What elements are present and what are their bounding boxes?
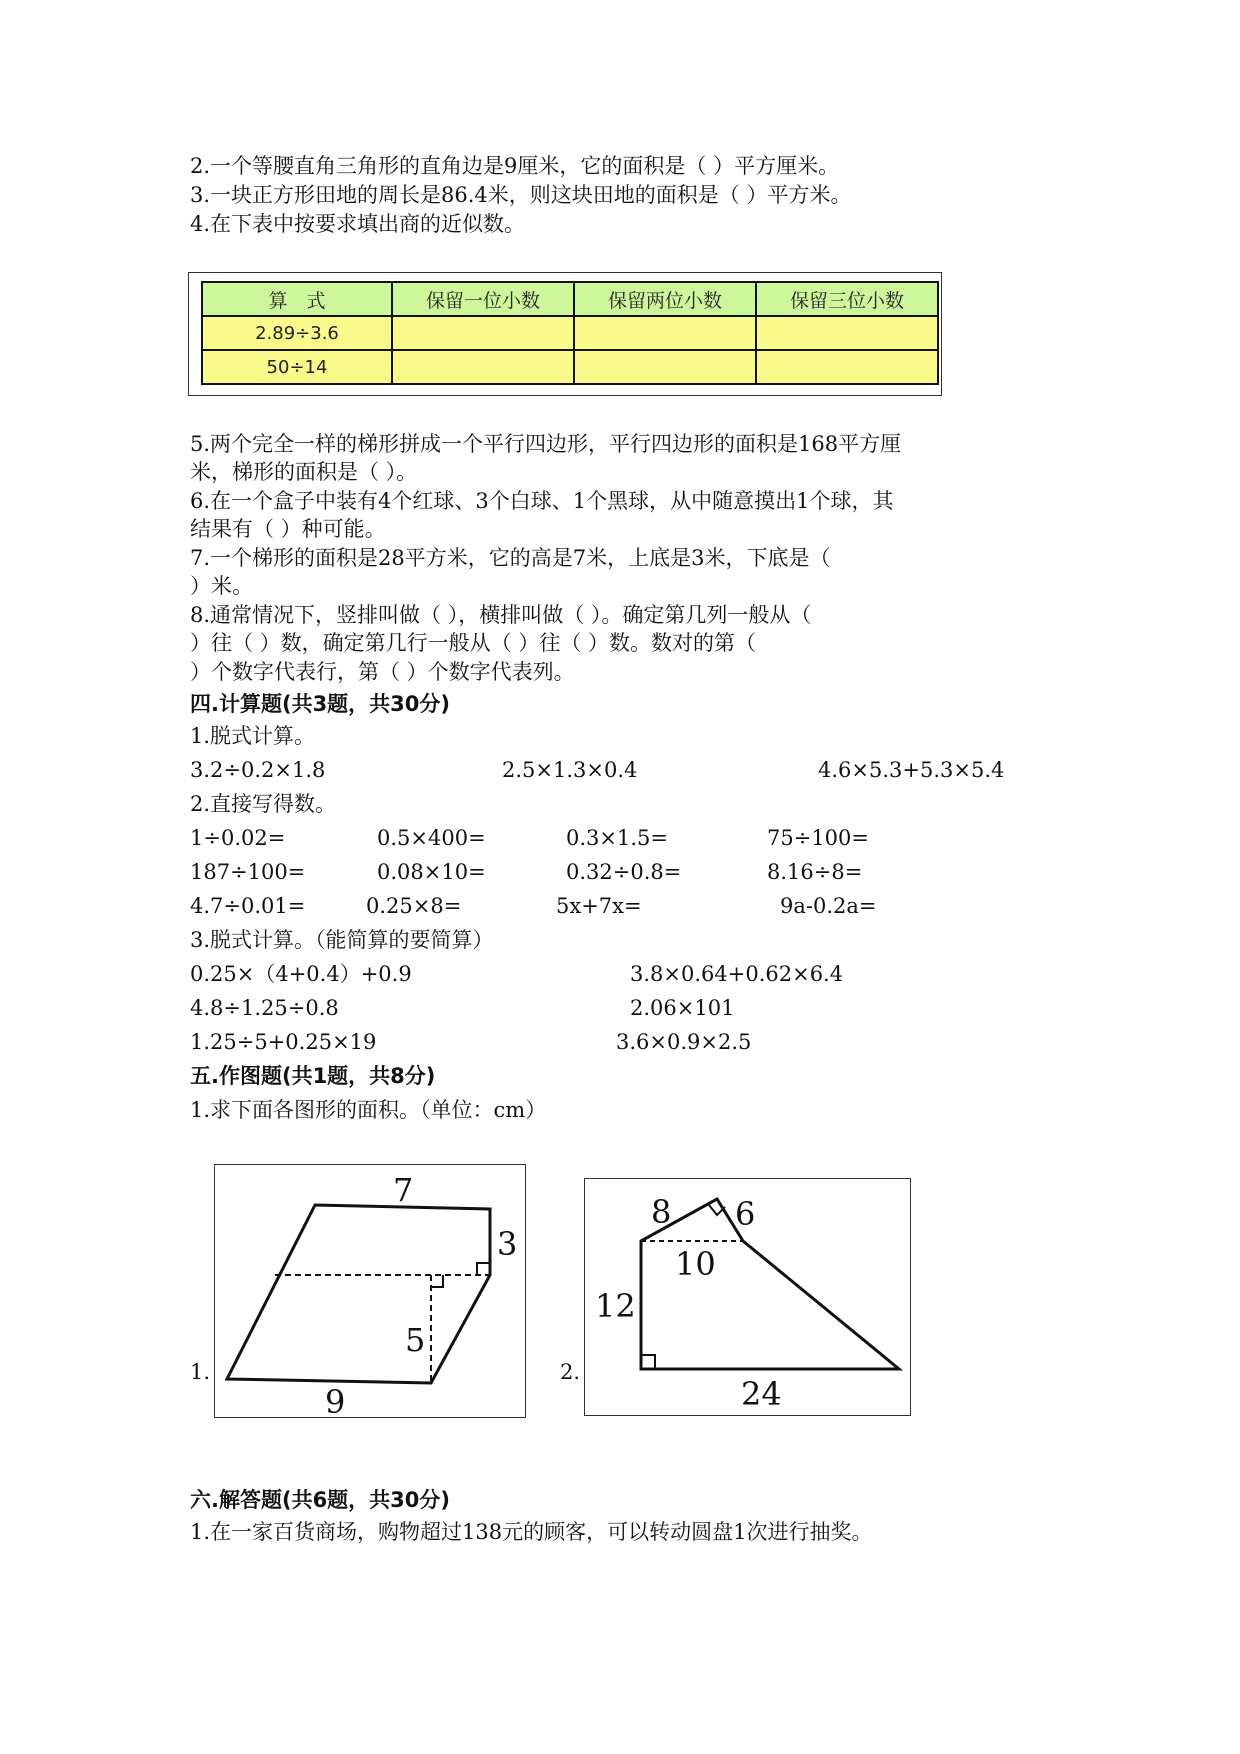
- table-cell: 2.89÷3.6: [202, 316, 392, 350]
- calc-2-title: 2.直接写得数。: [190, 792, 337, 816]
- table-header-cell: 保留三位小数: [756, 282, 938, 316]
- calc-item: 2.5×1.3×0.4: [502, 758, 638, 782]
- label-6: 6: [735, 1195, 756, 1233]
- right-angle-mark: [431, 1275, 443, 1287]
- question-8-line-2: ）往（ ）数，确定第几行一般从（ ）往（ ）数。数对的第（: [190, 631, 757, 655]
- calc-item: 0.32÷0.8=: [566, 860, 682, 884]
- calc-item: 4.6×5.3+5.3×5.4: [818, 758, 1005, 782]
- table-row: [202, 350, 938, 384]
- table-answer-cell[interactable]: [756, 350, 938, 384]
- label-top: 7: [393, 1171, 414, 1209]
- quotient-table: [201, 281, 939, 385]
- table-answer-cell[interactable]: [756, 316, 938, 350]
- figure-2-svg: [585, 1179, 910, 1415]
- drawing-1-title: 1.求下面各图形的面积。（单位：cm）: [190, 1098, 547, 1122]
- question-7-line-1: 7.一个梯形的面积是28平方米，它的高是7米，上底是3米，下底是（: [190, 546, 831, 570]
- table-cell: 50÷14: [202, 350, 392, 384]
- table-answer-cell[interactable]: [392, 350, 574, 384]
- label-8: 8: [651, 1193, 672, 1231]
- table-answer-cell[interactable]: [574, 350, 756, 384]
- right-angle-mark: [641, 1355, 655, 1369]
- question-7-line-2: ）米。: [190, 574, 253, 598]
- label-10: 10: [675, 1245, 716, 1283]
- figure-2-composite: [584, 1178, 911, 1416]
- section-5-heading: 五.作图题(共1题，共8分): [190, 1064, 436, 1088]
- question-8-line-3: ）个数字代表行，第（ ）个数字代表列。: [190, 660, 575, 684]
- label-bottom: 9: [325, 1383, 346, 1417]
- figure-1-index: 1.: [190, 1360, 211, 1384]
- calc-item: 1÷0.02=: [190, 826, 286, 850]
- calc-item: 75÷100=: [767, 826, 869, 850]
- figure-1-svg: [215, 1165, 525, 1417]
- composite-outline: [641, 1199, 899, 1369]
- label-right: 3: [497, 1225, 518, 1263]
- question-8-line-1: 8.通常情况下，竖排叫做（ ），横排叫做（ ）。确定第几列一般从（: [190, 603, 812, 627]
- section-4-heading: 四.计算题(共3题，共30分): [190, 692, 451, 716]
- table-header-cell: 保留一位小数: [392, 282, 574, 316]
- calc-item: 4.8÷1.25÷0.8: [190, 996, 339, 1020]
- quotient-table-frame: [188, 272, 942, 396]
- calc-1-title: 1.脱式计算。: [190, 724, 316, 748]
- label-24: 24: [741, 1375, 782, 1413]
- calc-item: 8.16÷8=: [767, 860, 863, 884]
- section-6-heading: 六.解答题(共6题，共30分): [190, 1488, 451, 1512]
- calc-item: 9a-0.2a=: [780, 894, 877, 918]
- right-angle-mark: [477, 1263, 490, 1275]
- calc-item: 0.08×10=: [377, 860, 486, 884]
- calc-item: 5x+7x=: [556, 894, 642, 918]
- calc-item: 2.06×101: [630, 996, 735, 1020]
- question-5-line-1: 5.两个完全一样的梯形拼成一个平行四边形，平行四边形的面积是168平方厘: [190, 432, 902, 456]
- calc-item: 4.7÷0.01=: [190, 894, 306, 918]
- calc-item: 187÷100=: [190, 860, 306, 884]
- table-header-cell: 算 式: [202, 282, 392, 316]
- table-answer-cell[interactable]: [574, 316, 756, 350]
- calc-item: 3.6×0.9×2.5: [616, 1030, 752, 1054]
- calc-item: 0.3×1.5=: [566, 826, 668, 850]
- question-4: 4.在下表中按要求填出商的近似数。: [190, 212, 526, 236]
- calc-item: 3.2÷0.2×1.8: [190, 758, 326, 782]
- calc-item: 0.5×400=: [377, 826, 486, 850]
- calc-3-title: 3.脱式计算。（能简算的要简算）: [190, 928, 494, 952]
- question-5-line-2: 米，梯形的面积是（ ）。: [190, 460, 418, 484]
- question-6-line-2: 结果有（ ）种可能。: [190, 517, 386, 541]
- figure-1-trapezoid: [214, 1164, 526, 1418]
- table-header-row: [202, 282, 938, 316]
- calc-item: 3.8×0.64+0.62×6.4: [630, 962, 844, 986]
- calc-item: 1.25÷5+0.25×19: [190, 1030, 377, 1054]
- answer-1-title: 1.在一家百货商场，购物超过138元的顾客，可以转动圆盘1次进行抽奖。: [190, 1520, 873, 1544]
- question-6-line-1: 6.在一个盒子中装有4个红球、3个白球、1个黑球，从中随意摸出1个球，其: [190, 489, 894, 513]
- trapezoid-outline: [227, 1205, 490, 1383]
- question-3: 3.一块正方形田地的周长是86.4米，则这块田地的面积是（ ）平方米。: [190, 183, 852, 207]
- calc-item: 0.25×（4+0.4）+0.9: [190, 962, 412, 986]
- table-row: [202, 316, 938, 350]
- table-header-cell: 保留两位小数: [574, 282, 756, 316]
- calc-item: 0.25×8=: [366, 894, 462, 918]
- question-2: 2.一个等腰直角三角形的直角边是9厘米，它的面积是（ ）平方厘米。: [190, 154, 840, 178]
- label-12: 12: [595, 1287, 636, 1325]
- figure-2-index: 2.: [560, 1360, 581, 1384]
- table-answer-cell[interactable]: [392, 316, 574, 350]
- label-height: 5: [405, 1321, 426, 1359]
